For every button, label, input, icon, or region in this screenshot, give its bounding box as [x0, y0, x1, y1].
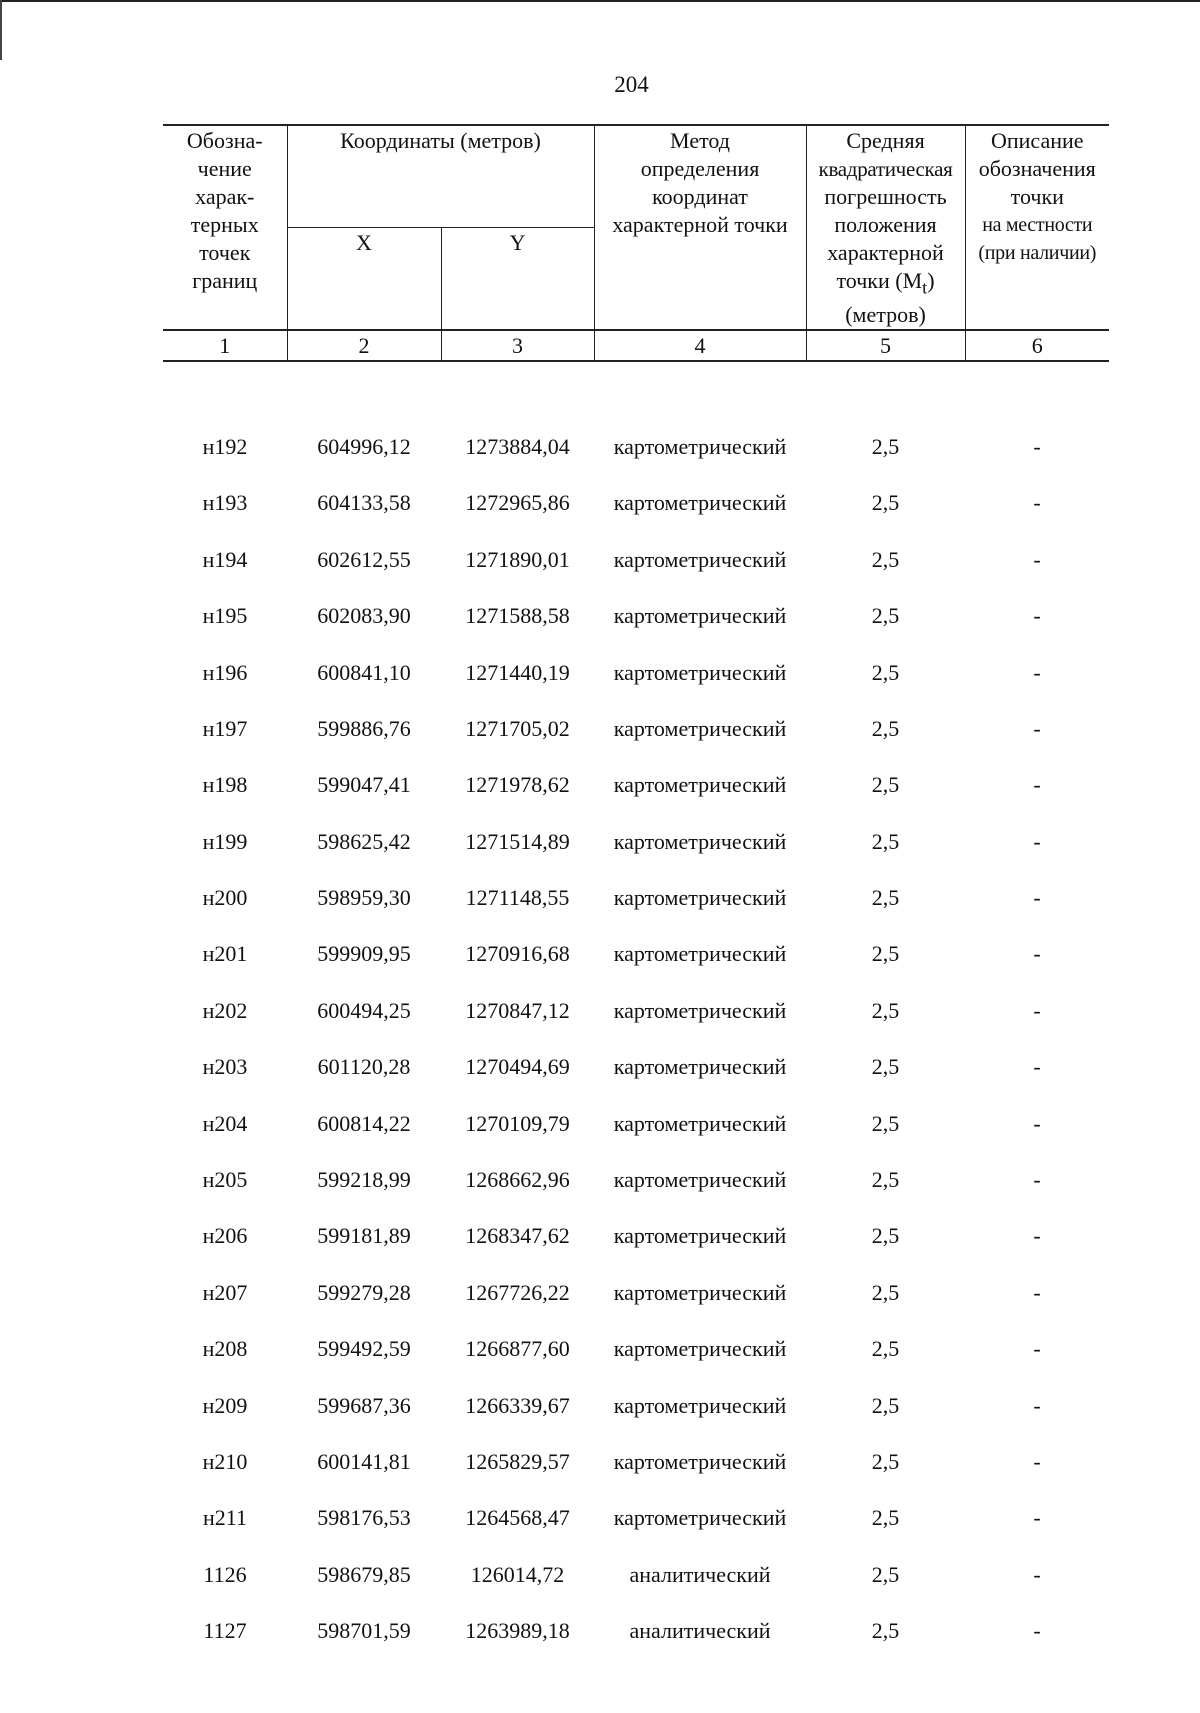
- error-cell: 2,5: [871, 1561, 900, 1587]
- y-coordinate-cell: 1263989,18: [465, 1618, 570, 1644]
- error-cell: 2,5: [871, 433, 900, 459]
- y-coordinate-cell: 1271705,02: [465, 715, 570, 741]
- method-cell: картометрический: [613, 659, 787, 685]
- point-id-cell: н195: [202, 603, 248, 629]
- description-cell: -: [1033, 1336, 1041, 1362]
- error-cell: 2,5: [871, 546, 900, 572]
- point-id-cell: н207: [202, 1279, 248, 1305]
- method-cell: картометрический: [613, 433, 787, 459]
- y-coordinate-cell: 1265829,57: [465, 1449, 570, 1474]
- error-cell: 2,5: [871, 997, 900, 1023]
- y-coordinate-cell: 1271514,89: [465, 828, 570, 854]
- description-cell: -: [1033, 659, 1041, 685]
- point-id-cell: н200: [202, 885, 248, 911]
- point-id-cell: н196: [202, 659, 248, 685]
- description-cell: -: [1033, 997, 1041, 1023]
- error-cell: 2,5: [871, 490, 900, 516]
- method-cell: картометрический: [613, 490, 787, 516]
- x-coordinate-cell: 601120,28: [317, 1054, 411, 1080]
- y-coordinate-cell: 1264568,47: [465, 1505, 570, 1531]
- error-cell: 2,5: [871, 828, 900, 854]
- description-cell: -: [1033, 1054, 1041, 1080]
- table-header: [163, 125, 1109, 361]
- point-id-cell: н204: [202, 1110, 248, 1136]
- table-row: [163, 870, 1109, 926]
- table-row: [163, 1039, 1109, 1095]
- point-id-cell: 1126: [203, 1561, 247, 1587]
- description-cell: -: [1033, 433, 1041, 459]
- error-cell: 2,5: [871, 1167, 900, 1193]
- description-cell: -: [1033, 490, 1041, 516]
- error-cell: 2,5: [871, 1054, 900, 1080]
- table-row: [163, 1265, 1109, 1321]
- description-cell: -: [1033, 941, 1041, 967]
- table-row: [163, 588, 1109, 644]
- x-coordinate-cell: 598625,42: [317, 828, 411, 854]
- y-coordinate-cell: 1271148,55: [465, 885, 570, 911]
- y-coordinate-cell: 1270109,79: [465, 1110, 570, 1136]
- point-id-cell: н197: [202, 715, 248, 741]
- method-cell: картометрический: [613, 1505, 787, 1531]
- x-coordinate-cell: 602612,55: [317, 546, 411, 572]
- body-spacer: [163, 361, 1109, 418]
- method-cell: картометрический: [613, 828, 787, 854]
- method-cell: картометрический: [613, 1054, 787, 1080]
- error-cell: 2,5: [871, 772, 900, 798]
- error-cell: 2,5: [871, 715, 900, 741]
- method-cell: картометрический: [613, 1167, 787, 1193]
- y-coordinate-cell: 1268662,96: [465, 1167, 570, 1193]
- x-coordinate-cell: 598176,53: [317, 1505, 411, 1531]
- header-coordinates-group: Координаты (метров): [287, 125, 594, 228]
- column-number: 4: [594, 330, 806, 361]
- table-row: [163, 1095, 1109, 1151]
- method-cell: картометрический: [613, 1279, 787, 1305]
- y-coordinate-cell: 1270494,69: [465, 1054, 570, 1080]
- method-cell: картометрический: [613, 1223, 787, 1249]
- table-row: [163, 532, 1109, 588]
- scan-border-left: [0, 0, 2, 60]
- error-cell: 2,5: [871, 1449, 900, 1474]
- x-coordinate-cell: 598701,59: [317, 1618, 411, 1644]
- description-cell: -: [1033, 1449, 1041, 1474]
- point-id-cell: н193: [202, 490, 248, 516]
- table-body: [163, 361, 1109, 1659]
- description-cell: -: [1033, 715, 1041, 741]
- column-number: 5: [806, 330, 965, 361]
- method-cell: картометрический: [613, 1392, 787, 1418]
- description-cell: -: [1033, 1561, 1041, 1587]
- column-number: 2: [287, 330, 441, 361]
- table-row: [163, 814, 1109, 870]
- error-cell: 2,5: [871, 1279, 900, 1305]
- x-coordinate-cell: 604133,58: [317, 490, 411, 516]
- method-cell: картометрический: [613, 1449, 787, 1474]
- error-cell: 2,5: [871, 941, 900, 967]
- error-cell: 2,5: [871, 659, 900, 685]
- method-cell: картометрический: [613, 1336, 787, 1362]
- description-cell: -: [1033, 1279, 1041, 1305]
- header-mt-line: точки $(M_t)$: [836, 268, 935, 298]
- description-cell: -: [1033, 828, 1041, 854]
- y-coordinate-cell: 1266339,67: [465, 1392, 570, 1418]
- description-cell: -: [1033, 1618, 1041, 1644]
- point-id-cell: 1127: [203, 1618, 247, 1644]
- coordinates-table: [163, 124, 1109, 1659]
- column-number: 1: [163, 330, 287, 361]
- method-cell: аналитический: [629, 1561, 771, 1587]
- error-cell: 2,5: [871, 1110, 900, 1136]
- table-row: [163, 926, 1109, 982]
- y-coordinate-cell: 1266877,60: [465, 1336, 570, 1362]
- point-id-cell: н202: [202, 997, 248, 1023]
- x-coordinate-cell: 599687,36: [317, 1392, 411, 1418]
- x-coordinate-cell: 599492,59: [317, 1336, 411, 1362]
- x-coordinate-cell: 599909,95: [317, 941, 411, 967]
- column-number: 6: [965, 330, 1109, 361]
- point-id-cell: н209: [202, 1392, 248, 1418]
- error-cell: 2,5: [871, 1392, 900, 1418]
- error-cell: 2,5: [871, 885, 900, 911]
- point-id-cell: н211: [203, 1505, 247, 1531]
- point-id-cell: н203: [202, 1054, 248, 1080]
- method-cell: картометрический: [613, 941, 787, 967]
- y-coordinate-cell: 1273884,04: [465, 433, 570, 459]
- point-id-cell: н199: [202, 828, 248, 854]
- description-cell: -: [1033, 603, 1041, 629]
- y-coordinate-cell: 1271978,62: [465, 772, 570, 798]
- description-cell: -: [1033, 885, 1041, 911]
- column-number: 3: [441, 330, 594, 361]
- y-coordinate-cell: 1271588,58: [465, 603, 570, 629]
- point-id-cell: н194: [202, 546, 248, 572]
- error-cell: 2,5: [871, 603, 900, 629]
- method-cell: картометрический: [613, 997, 787, 1023]
- table-row: [163, 475, 1109, 531]
- x-coordinate-cell: 600841,10: [317, 659, 411, 685]
- column-number-row: [163, 330, 1109, 361]
- point-id-cell: н201: [202, 941, 248, 967]
- table-row: [163, 757, 1109, 813]
- table-row: [163, 1377, 1109, 1433]
- x-coordinate-cell: 599886,76: [317, 715, 411, 741]
- y-coordinate-cell: 1272965,86: [465, 490, 570, 516]
- point-id-cell: н192: [202, 433, 248, 459]
- y-coordinate-cell: 1271890,01: [465, 546, 570, 572]
- point-id-cell: н208: [202, 1336, 248, 1362]
- description-cell: -: [1033, 1392, 1041, 1418]
- point-id-cell: н198: [202, 772, 248, 798]
- error-cell: 2,5: [871, 1336, 900, 1362]
- x-coordinate-cell: 604996,12: [317, 433, 411, 459]
- method-cell: картометрический: [613, 885, 787, 911]
- header-method: Метод определения координат характерной точки: [594, 125, 806, 330]
- error-cell: 2,5: [871, 1505, 900, 1531]
- table-row: [163, 1547, 1109, 1603]
- table-row: [163, 701, 1109, 757]
- header-y: Y: [441, 228, 594, 331]
- header-mean-square-error: Средняя квадратическая погрешность положения характерной точки $(M_t)$ (метров): [806, 125, 965, 330]
- method-cell: картометрический: [613, 1110, 787, 1136]
- x-coordinate-cell: 600141,81: [317, 1449, 411, 1474]
- x-coordinate-cell: 599279,28: [317, 1279, 411, 1305]
- table-row: [163, 419, 1109, 475]
- table-row: [163, 1490, 1109, 1546]
- x-coordinate-cell: 598959,30: [317, 885, 411, 911]
- y-coordinate-cell: 1270847,12: [465, 997, 570, 1023]
- method-cell: картометрический: [613, 715, 787, 741]
- point-id-cell: н210: [202, 1449, 248, 1474]
- error-cell: 2,5: [871, 1618, 900, 1644]
- point-id-cell: н206: [202, 1223, 248, 1249]
- x-coordinate-cell: 598679,85: [317, 1561, 411, 1587]
- description-cell: -: [1033, 1223, 1041, 1249]
- description-cell: -: [1033, 1505, 1041, 1531]
- table-row: [163, 983, 1109, 1039]
- header-x: X: [287, 228, 441, 331]
- y-coordinate-cell: 1267726,22: [465, 1279, 570, 1305]
- method-cell: аналитический: [629, 1618, 771, 1644]
- scan-border-top: [0, 0, 1200, 2]
- method-cell: картометрический: [613, 546, 787, 572]
- x-coordinate-cell: 600494,25: [317, 997, 411, 1023]
- page-number: 204: [614, 72, 649, 97]
- header-point-designation: Обозна- чение харак- терных точек границ: [163, 125, 287, 330]
- x-coordinate-cell: 599047,41: [317, 772, 411, 798]
- method-cell: картометрический: [613, 772, 787, 798]
- x-coordinate-cell: 602083,90: [317, 603, 411, 629]
- point-id-cell: н205: [202, 1167, 248, 1193]
- method-cell: картометрический: [613, 603, 787, 629]
- header-point-description: Описание обозначения точки на местности (при наличии): [965, 125, 1109, 330]
- description-cell: -: [1033, 546, 1041, 572]
- error-cell: 2,5: [871, 1223, 900, 1249]
- y-coordinate-cell: 1268347,62: [465, 1223, 570, 1249]
- description-cell: -: [1033, 772, 1041, 798]
- description-cell: -: [1033, 1167, 1041, 1193]
- x-coordinate-cell: 599181,89: [317, 1223, 411, 1249]
- table-row: [163, 1321, 1109, 1377]
- y-coordinate-cell: 126014,72: [470, 1561, 565, 1587]
- description-cell: -: [1033, 1110, 1041, 1136]
- table-row: [163, 1152, 1109, 1208]
- y-coordinate-cell: 1270916,68: [465, 941, 570, 967]
- table-row: [163, 1434, 1109, 1490]
- y-coordinate-cell: 1271440,19: [465, 659, 570, 685]
- table-row: [163, 1208, 1109, 1264]
- table-row: [163, 644, 1109, 700]
- x-coordinate-cell: 599218,99: [317, 1167, 411, 1193]
- table-row: [163, 1603, 1109, 1659]
- x-coordinate-cell: 600814,22: [317, 1110, 411, 1136]
